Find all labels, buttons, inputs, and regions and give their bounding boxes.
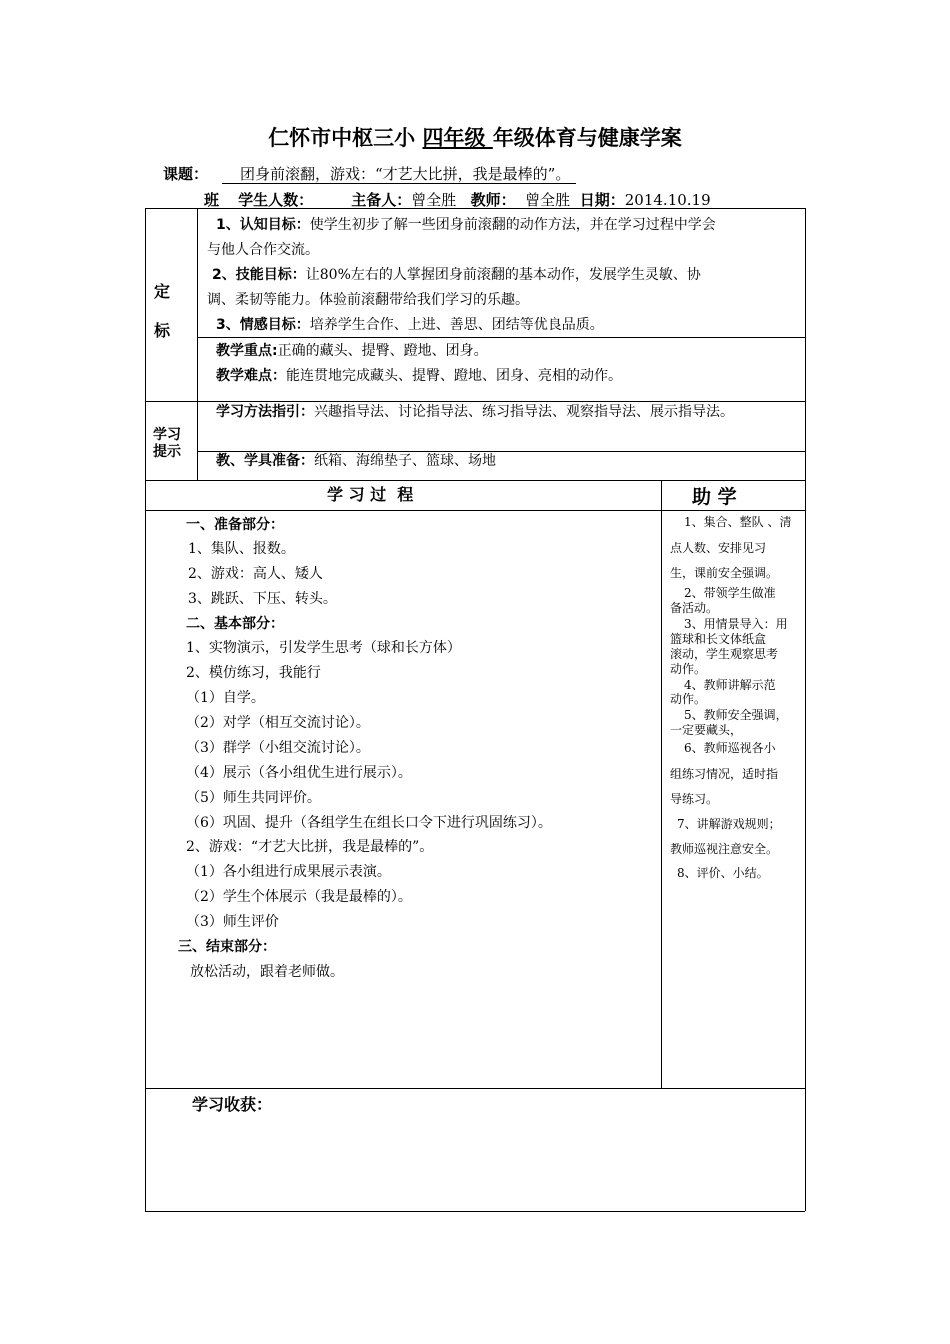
tools-line [216, 451, 496, 471]
skill-line-1 [212, 265, 701, 285]
gains-label: 学习收获： [192, 1095, 273, 1114]
help-item-10: 动作。 [670, 692, 707, 706]
help-item-8: 动作。 [670, 662, 707, 676]
process-item-14: （1）各小组进行成果展示表演。 [186, 864, 391, 880]
help-item-4: 备活动。 [670, 601, 719, 615]
teacher-value: 曾全胜 [525, 191, 571, 209]
skill-line-2: 调、柔韧等能力。体验前滚翻带给我们学习的乐趣。 [207, 292, 529, 308]
title-suffix: 年级体育与健康学案 [492, 126, 682, 150]
process-item-0: 一、准备部分： [186, 517, 284, 533]
help-item-3: 2、带领学生做准 [684, 586, 776, 600]
method-label: 学习方法指引： [216, 404, 314, 420]
process-item-16: （3）师生评价 [186, 914, 279, 930]
process-item-15: （2）学生个体展示（我是最棒的）。 [186, 889, 412, 905]
border-top [145, 208, 805, 209]
page-title [0, 122, 950, 152]
border-tips-bottom [145, 480, 805, 481]
key-point-line [216, 341, 488, 361]
process-item-8: （2）对学（相互交流讨论）。 [186, 715, 370, 731]
help-item-18: 8、评价、小结。 [677, 866, 769, 880]
process-item-7: （1）自学。 [186, 690, 265, 706]
process-item-9: （3）群学（小组交流讨论）。 [186, 740, 370, 756]
difficulty-label: 教学难点： [216, 368, 286, 384]
help-item-15: 导练习。 [670, 792, 719, 806]
cognitive-line-1 [216, 215, 716, 235]
process-item-10: （4）展示（各小组优生进行展示）。 [186, 765, 412, 781]
process-item-11: （5）师生共同评价。 [186, 790, 321, 806]
border-bottom [145, 1211, 805, 1212]
border-goals-inner [197, 337, 805, 338]
process-item-13: 2、游戏：“才艺大比拼，我是最棒的”。 [186, 839, 434, 855]
info-row [204, 189, 711, 210]
preparer-label: 主备人： [351, 191, 412, 209]
border-label-col [197, 208, 198, 480]
goals-label-1: 定 [154, 282, 171, 301]
process-header: 学 习 过 程 [327, 485, 414, 504]
process-item-3: 3、跳跃、下压、转头。 [188, 591, 337, 607]
process-item-17: 三、结束部分： [178, 939, 276, 955]
tools-label: 教、学具准备： [216, 453, 314, 469]
process-item-4: 二、基本部分： [186, 616, 284, 632]
emotion-label: 3、情感目标： [216, 317, 310, 333]
method-line [216, 402, 734, 422]
help-item-6: 篮球和长文体纸盒 [670, 632, 767, 646]
date-label: 日期： [579, 191, 625, 209]
help-item-17: 教师巡视注意安全。 [670, 842, 779, 856]
students-label: 学生人数： [238, 191, 314, 209]
key-text: 正确的藏头、提臀、蹬地、团身。 [277, 343, 488, 359]
help-item-14: 组练习情况，适时指 [670, 767, 779, 781]
topic-value: 团身前滚翻，游戏：“才艺大比拼，我是最棒的”。 [222, 165, 576, 184]
border-process-bottom [145, 1088, 805, 1089]
border-process-header [145, 510, 805, 511]
help-item-16: 7、讲解游戏规则； [677, 817, 781, 831]
skill-label: 2、技能目标： [212, 267, 306, 283]
title-grade: 四年级 [422, 126, 493, 150]
help-item-1: 点人数、安排见习 [670, 541, 767, 555]
border-left [145, 208, 146, 1211]
process-item-2: 2、游戏：高人、矮人 [188, 566, 323, 582]
border-right [805, 208, 806, 1211]
help-item-13: 6、教师巡视各小 [684, 741, 776, 755]
cognitive-text-1: 使学生初步了解一些团身前滚翻的动作方法，并在学习过程中学会 [309, 217, 716, 233]
topic-label: 课题： [163, 165, 209, 183]
process-item-12: （6）巩固、提升（各组学生在组长口令下进行巩固练习）。 [186, 815, 552, 831]
method-text: 兴趣指导法、讨论指导法、练习指导法、观察指导法、展示指导法。 [314, 404, 734, 420]
title-prefix: 仁怀市中枢三小 [268, 126, 423, 150]
key-label: 教学重点: [216, 343, 278, 359]
cognitive-label: 1、认知目标： [216, 217, 310, 233]
process-item-18: 放松活动，跟着老师做。 [190, 964, 344, 980]
tips-label-2: 提示 [153, 444, 181, 460]
process-item-5: 1、实物演示，引发学生思考（球和长方体） [186, 640, 461, 656]
topic-row [163, 163, 576, 184]
process-item-6: 2、模仿练习，我能行 [186, 665, 321, 681]
process-item-1: 1、集队、报数。 [188, 541, 295, 557]
tools-text: 纸箱、海绵垫子、篮球、场地 [314, 453, 496, 469]
border-help-col [661, 480, 662, 1088]
tips-label-1: 学习 [153, 427, 181, 443]
difficulty-line [216, 366, 622, 386]
difficulty-text: 能连贯地完成藏头、提臀、蹬地、团身、亮相的动作。 [286, 368, 622, 384]
help-item-9: 4、教师讲解示范 [684, 678, 776, 692]
help-item-2: 生，课前安全强调。 [670, 566, 779, 580]
skill-text-1: 让80%左右的人掌握团身前滚翻的基本动作，发展学生灵敏、协 [305, 267, 701, 283]
emotion-text: 培养学生合作、上进、善思、团结等优良品质。 [309, 317, 604, 333]
cognitive-line-2: 与他人合作交流。 [207, 242, 319, 258]
help-item-5: 3、用情景导入：用 [684, 617, 788, 631]
date-value: 2014.10.19 [624, 191, 711, 209]
goals-label-2: 标 [154, 321, 171, 340]
help-header: 助 学 [692, 486, 737, 508]
emotion-line [216, 315, 604, 335]
help-item-7: 滚动，学生观察思考 [670, 647, 779, 661]
help-item-0: 1、集合、整队 、清 [684, 515, 792, 529]
teacher-label: 教师： [470, 191, 516, 209]
class-label: 班 [204, 191, 220, 209]
help-item-12: 一定要藏头， [670, 723, 743, 737]
help-item-11: 5、教师安全强调， [684, 708, 788, 722]
preparer-value: 曾全胜 [411, 191, 457, 209]
